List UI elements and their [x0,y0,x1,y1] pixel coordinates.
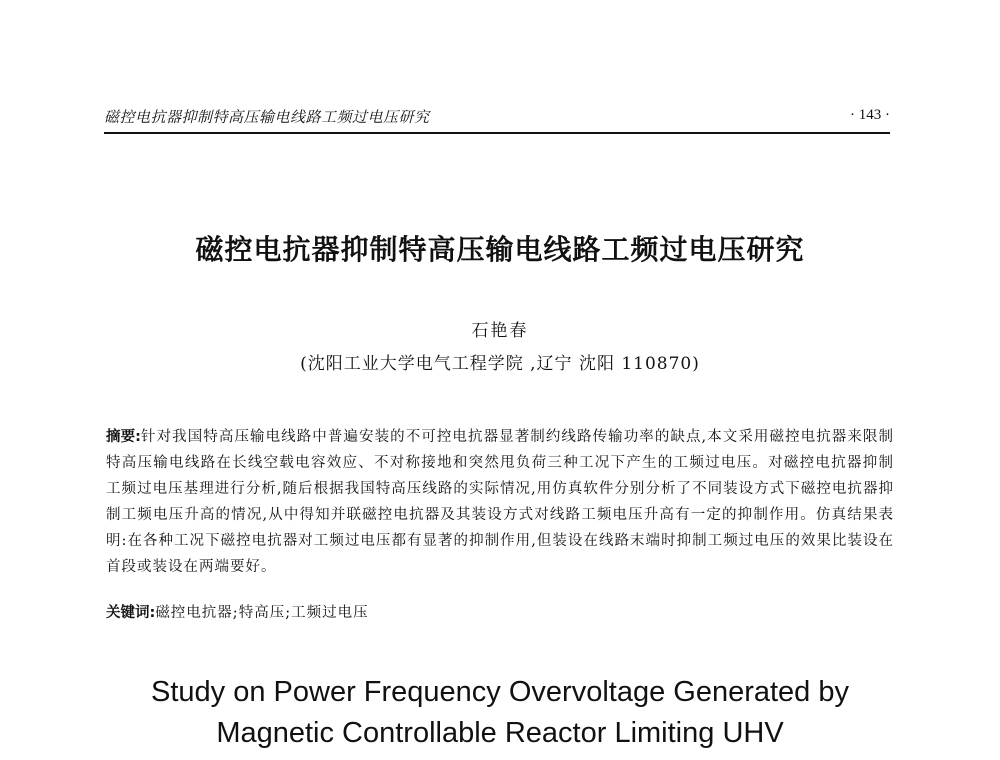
author-name: 石艳春 [471,321,529,341]
paper-title: 磁控电抗器抑制特高压输电线路工频过电压研究 [195,233,805,266]
page-number: · 143 · [850,107,890,123]
abstract [106,424,894,580]
abstract-label: 摘要: [106,429,141,445]
author-affiliation: (沈阳工业大学电气工程学院 ,辽宁 沈阳 110870) [300,354,700,374]
keywords-text: 磁控电抗器;特高压;工频过电压 [155,605,369,621]
english-title-line-1: Study on Power Frequency Overvoltage Generated by [151,676,849,708]
running-head-title: 磁控电抗器抑制特高压输电线路工频过电压研究 [104,108,430,126]
keywords-label: 关键词: [106,605,156,621]
header-rule [104,132,890,134]
keywords [106,600,894,626]
english-title-line-2: Magnetic Controllable Reactor Limiting UHV [216,717,784,749]
abstract-text: 针对我国特高压输电线路中普遍安装的不可控电抗器显著制约线路传输功率的缺点,本文采用磁控电抗器来限制特高压输电线路在长线空载电容效应、不对称接地和突然甩负荷三种工况下产生的工频过电压。对磁控电抗器抑制工频过电压基理进行分析,随后根据我国特高压线路的实际情况,用仿真软件分别分析了不同装设方式下磁控电抗器抑制工频电压升高的情况,从中得知并联磁控电抗器及其装设方式对线路工频电压升高有一定的抑制作用。仿真结果表明:在各种工况下磁控电抗器对工频过电压都有显著的抑制作用,但装设在线路末端时抑制工频过电压的效果比装设在首段或装设在两端要好。 [106,429,894,575]
running-header [104,106,890,130]
english-title [0,672,1000,754]
